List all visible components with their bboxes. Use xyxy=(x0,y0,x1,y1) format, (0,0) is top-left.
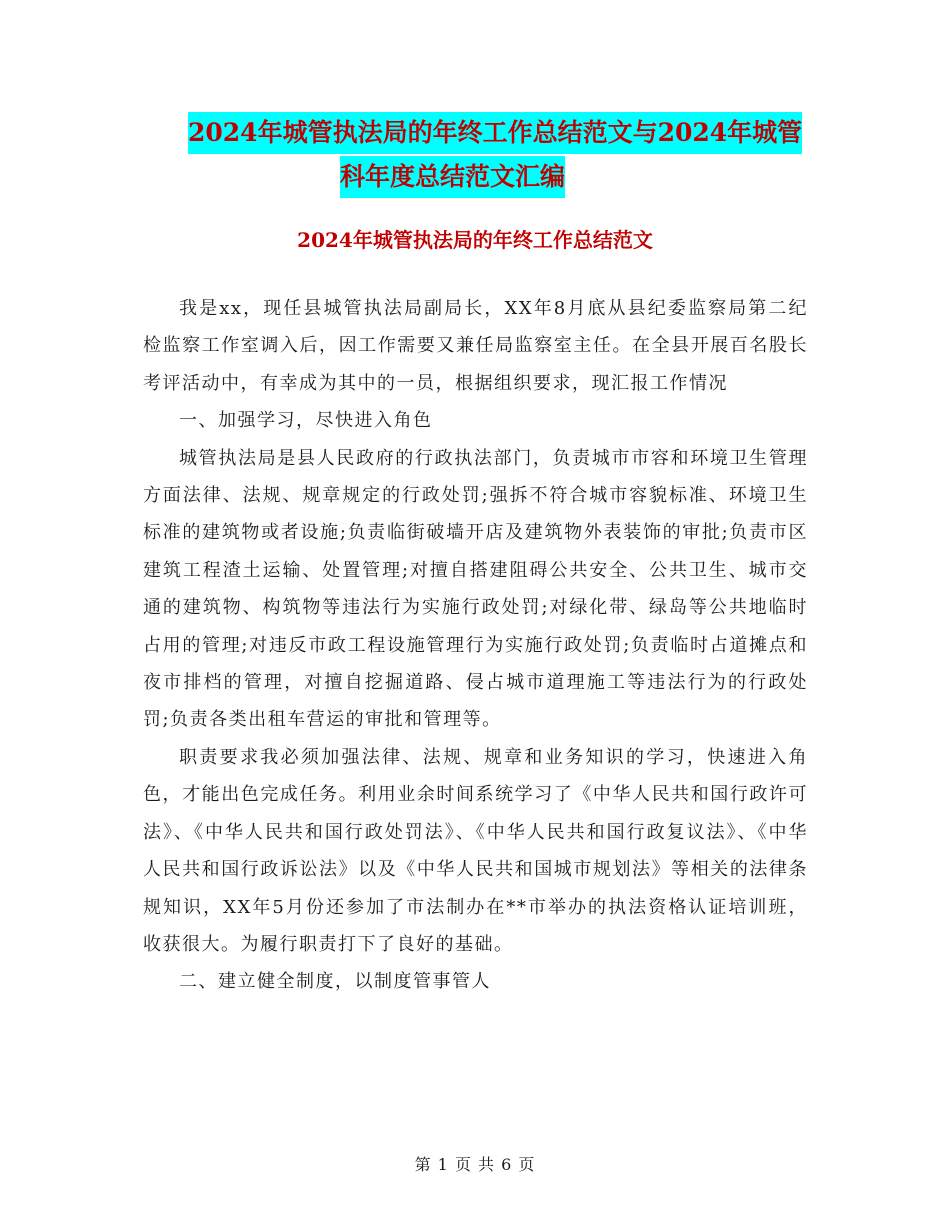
page-number-footer: 第 1 页 共 6 页 xyxy=(414,1155,536,1174)
section-heading-1: 一、加强学习，尽快进入角色 xyxy=(179,410,433,432)
section-title: 2024年城管执法局的年终工作总结范文 xyxy=(297,228,653,252)
paragraph-study: 职责要求我必须加强法律、法规、规章和业务知识的学习，快速进入角色，才能出色完成任务。利用业余时间系统学习了《中华人民共和国行政许可法》、《中华人民共和国行政处罚法》、《中华人民共和国行政复议法》、《中华人民共和国行政诉讼法》以及《中华人民共和国城市规划法》等相关的法律条规知识，XX年5月份还参加了市法制办在**市举办的执法资格认证培训班，收获很大。为履行职责打下了良好的基础。 xyxy=(143,746,808,955)
section-heading-2: 二、建立健全制度，以制度管事管人 xyxy=(179,971,491,993)
title-line-2: 科年度总结范文汇编 xyxy=(340,156,565,198)
title-line-1: 2024年城管执法局的年终工作总结范文与2024年城管 xyxy=(188,112,802,154)
paragraph-intro: 我是xx，现任县城管执法局副局长，XX年8月底从县纪委监察局第二纪检监察工作室调入后，因工作需要又兼任局监察室主任。在全县开展百名股长考评活动中，有幸成为其中的一员，根据组织要求，现汇报工作情况 xyxy=(143,298,808,394)
document-body xyxy=(143,290,808,1001)
paragraph-duties: 城管执法局是县人民政府的行政执法部门，负责城市市容和环境卫生管理方面法律、法规、规章规定的行政处罚;强拆不符合城市容貌标准、环境卫生标准的建筑物或者设施;负责临街破墙开店及建筑物外表装饰的审批;负责市区建筑工程渣土运输、处置管理;对擅自搭建阻碍公共安全、公共卫生、城市交通的建筑物、构筑物等违法行为实施行政处罚;对绿化带、绿岛等公共地临时占用的管理;对违反市政工程设施管理行为实施行政处罚;负责临时占道摊点和夜市排档的管理，对擅自挖掘道路、侵占城市道理施工等违法行为的行政处罚;负责各类出租车营运的审批和管理等。 xyxy=(143,447,808,731)
